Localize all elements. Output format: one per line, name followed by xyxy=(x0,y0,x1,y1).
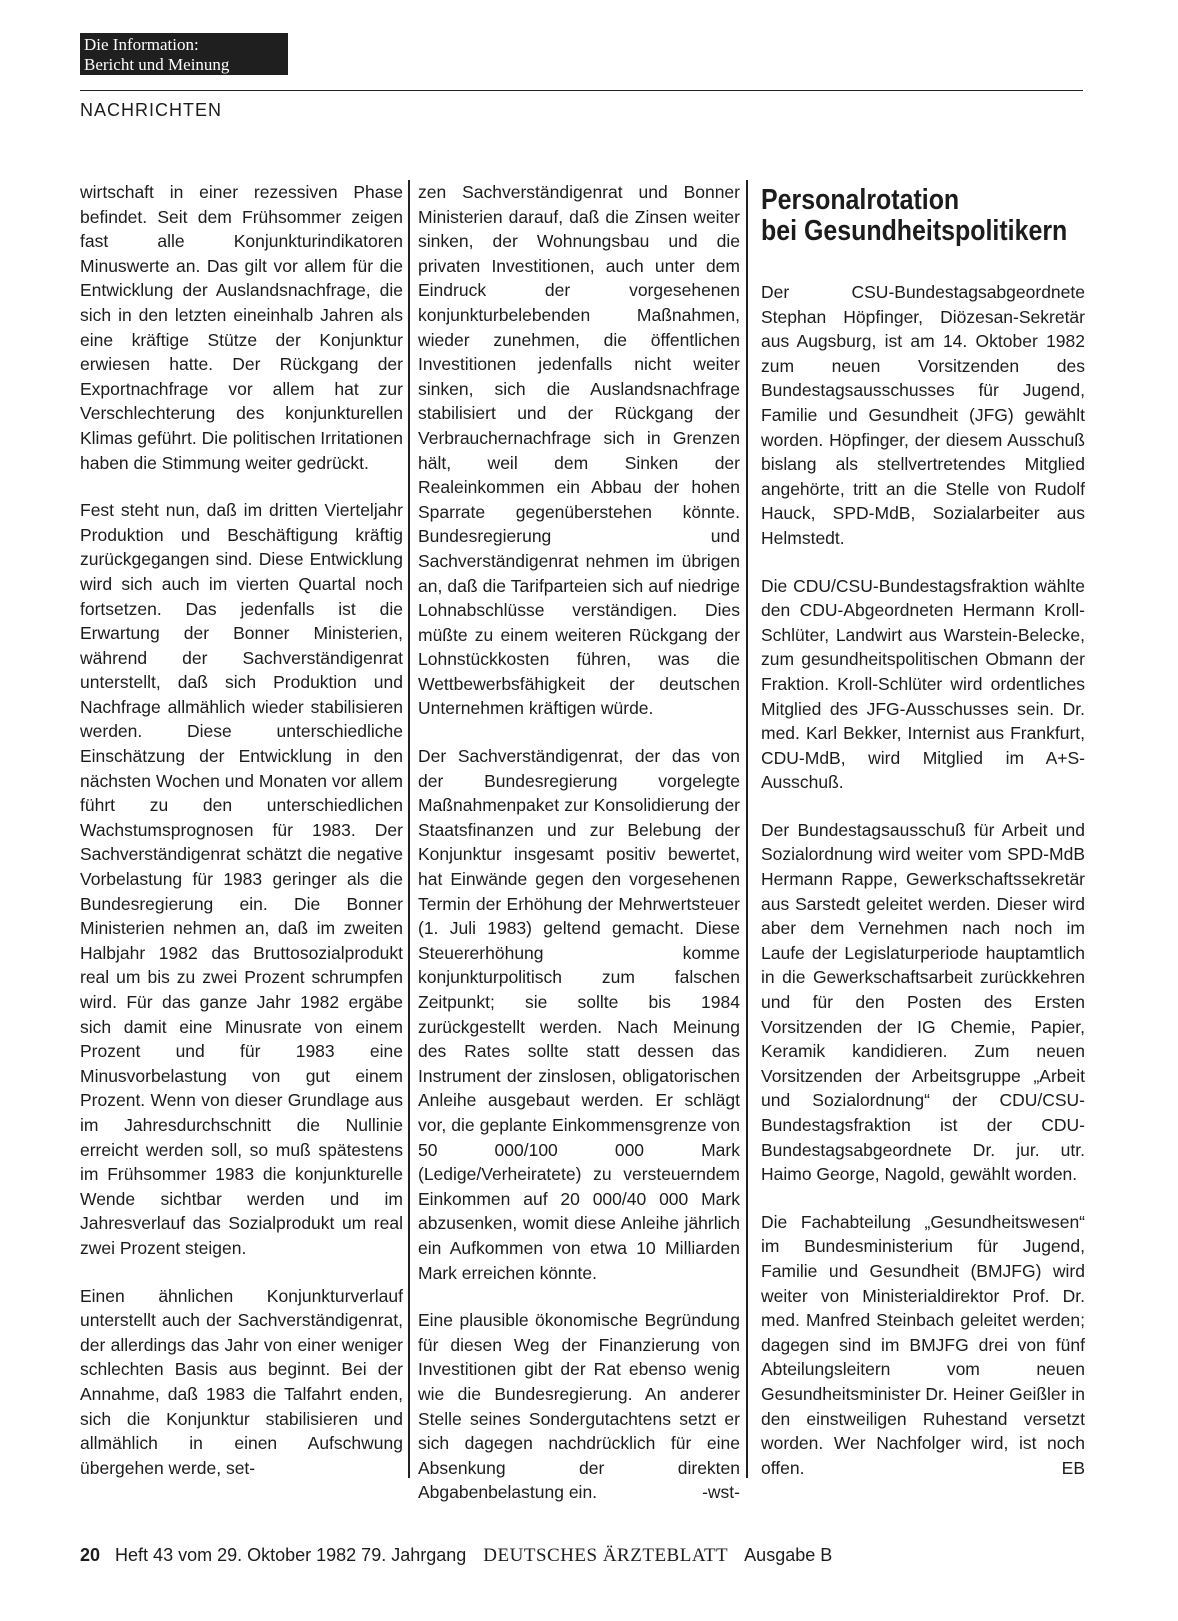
page-footer xyxy=(80,1545,832,1567)
article-column-1 xyxy=(80,180,403,1503)
edition-label: Ausgabe B xyxy=(744,1545,833,1565)
page-number: 20 xyxy=(80,1545,101,1565)
paragraph: Einen ähnlichen Konjunkturverlauf unterstellt auch der Sachverständigenrat, der allerdings das Jahr von einer weniger schlechten Basis aus beginnt. Bei der Annahme, daß 1983 die Talfahrt enden, sich die Konjunktur stabilisieren und allmählich in einen Aufschwung übergehen werde, set- xyxy=(80,1285,403,1478)
kicker-line-1: Die Information: xyxy=(84,35,199,54)
header-rule xyxy=(80,90,1083,91)
paragraph-text: Die Fachabteilung „Gesundheitswesen“ im Bundesministerium für Jugend, Familie und Gesundheit (BMJFG) wird weiter von Ministerialdirektor Prof. Dr. med. Manfred Steinbach geleitet werden; dagegen sind im BMJFG drei von fünf Abteilungsleitern vom neuen Gesundheitsminister Dr. Heiner Geißler in den einstweiligen Ruhestand versetzt worden. Wer Nachfolger wird, ist noch offen. xyxy=(761,1211,1085,1478)
headline-line-1: Personalrotation xyxy=(761,184,960,216)
kicker-box xyxy=(80,33,288,75)
paragraph: Der CSU-Bundestagsabgeordnete Stephan Höpfinger, Diözesan-Sekretär aus Augsburg, ist am 14. Oktober 1982 zum neuen Vorsitzenden des Bundestagsausschusses für Jugend, Familie und Gesundheit (JFG) gewählt worden. Höpfinger, der diesem Ausschuß bislang als stellvertretendes Mitglied angehörte, tritt an die Stelle von Rudolf Hauck, SPD-MdB, Sozialarbeiter aus Helmstedt. xyxy=(761,282,1085,548)
author-signature: -wst- xyxy=(702,1482,740,1503)
paragraph xyxy=(761,1210,1085,1481)
kicker-line-2: Bericht und Meinung xyxy=(84,55,230,74)
paragraph: wirtschaft in einer rezessiven Phase befindet. Seit dem Frühsommer zeigen fast alle Konjunkturindikatoren Minuswerte an. Das gilt vor allem für die Entwicklung der Auslandsnachfrage, die sich in den letzten eineinhalb Jahren als eine kräftige Stütze der Konjunktur erwiesen hatte. Der Rückgang der Exportnachfrage vor allem hat zur Verschlechterung des konjunkturellen Klimas geführt. Die politischen Irritationen haben die Stimmung weiter gedrückt. xyxy=(80,182,403,473)
column-divider-2 xyxy=(746,180,748,1478)
paragraph: Die CDU/CSU-Bundestagsfraktion wählte den CDU-Abgeordneten Hermann Kroll-Schlüter, Landwirt aus Warstein-Belecke, zum gesundheitspolitischen Obmann der Fraktion. Kroll-Schlüter wird ordentliches Mitglied des JFG-Ausschusses sein. Dr. med. Karl Bekker, Internist aus Frankfurt, CDU-MdB, wird Mitglied im A+S-Ausschuß. xyxy=(761,575,1085,793)
paragraph: Der Bundestagsausschuß für Arbeit und Sozialordnung wird weiter vom SPD-MdB Hermann Rappe, Gewerkschaftssekretär aus Sarstedt geleitet werden. Dieser wird aber dem Vernehmen nach noch im Laufe der Legislaturperiode hauptamtlich in die Gewerkschaftsarbeit zurückkehren und für den Posten des Ersten Vorsitzenden der IG Chemie, Papier, Keramik kandidieren. Zum neuen Vorsitzenden der Arbeitsgruppe „Arbeit und Sozialordnung“ der CDU/CSU-Bundestagsfraktion ist der CDU-Bundestagsabgeordnete Dr. jur. utr. Haimo George, Nagold, gewählt worden. xyxy=(761,819,1085,1185)
article-headline xyxy=(761,184,1068,247)
issue-info: Heft 43 vom 29. Oktober 1982 79. Jahrgang xyxy=(115,1545,467,1565)
paragraph-text: Eine plausible ökonomische Begründung für diesen Weg der Finanzierung von Investitionen gibt der Rat ebenso wenig wie die Bundesregierung. An anderer Stelle seines Sondergutachtens setzt er sich dagegen nachdrücklich für eine Absenkung der direkten Abgabenbelastung ein. xyxy=(418,1310,740,1503)
author-signature: EB xyxy=(1061,1457,1085,1478)
section-label: NACHRICHTEN xyxy=(80,100,223,120)
paragraph: Der Sachverständigenrat, der das von der Bundesregierung vorgelegte Maßnahmenpaket zur Konsolidierung der Staatsfinanzen und zur Belebung der Konjunktur insgesamt positiv bewertet, hat Einwände gegen den vorgesehenen Termin der Erhöhung der Mehrwertsteuer (1. Juli 1983) geltend gemacht. Diese Steuererhöhung komme konjunkturpolitisch zum falschen Zeitpunkt; sie sollte bis 1984 zurückgestellt werden. Nach Meinung des Rates sollte statt dessen das Instrument der zinslosen, obligatorischen Anleihe ausgebaut werden. Er schlägt vor, die geplante Einkommensgrenze von 50 000/100 000 Mark (Ledige/Verheiratete) zu versteuerndem Einkommen auf 20 000/40 000 Mark abzusenken, womit diese Anleihe jährlich ein Aufkommen von etwa 10 Milliarden Mark erreichen könnte. xyxy=(418,746,740,1283)
journal-name: DEUTSCHES ÄRZTEBLATT xyxy=(483,1545,729,1566)
paragraph xyxy=(418,1308,740,1505)
column-divider-1 xyxy=(408,180,410,1478)
headline-line-2: bei Gesundheitspolitikern xyxy=(761,215,1068,247)
article-column-3 xyxy=(761,180,1085,1503)
paragraph: zen Sachverständigenrat und Bonner Ministerien darauf, daß die Zinsen weiter sinken, der Wohnungsbau und die privaten Investitionen, auch unter dem Eindruck der vorgesehenen konjunkturbelebenden Maßnahmen, wieder zunehmen, die öffentlichen Investitionen jedenfalls nicht weiter sinken, sich die Auslandsnachfrage stabilisiert und der Rückgang der Verbrauchernachfrage sich in Grenzen hält, weil dem Sinken der Realeinkommen ein Abbau der hohen Sparrate gegenüberstehen könnte. Bundesregierung und Sachverständigenrat nehmen im übrigen an, daß die Tarifparteien sich auf niedrige Lohnabschlüsse verständigen. Dies müßte zu einem weiteren Rückgang der Lohnstückkosten führen, was die Wettbewerbsfähigkeit der deutschen Unternehmen kräftigen würde. xyxy=(418,182,740,719)
paragraph: Fest steht nun, daß im dritten Vierteljahr Produktion und Beschäftigung kräftig zurückgegangen sind. Diese Entwicklung wird sich auch im vierten Quartal noch fortsetzen. Das jedenfalls ist die Erwartung der Bonner Ministerien, während der Sachverständigenrat unterstellt, daß sich Produktion und Nachfrage allmählich wieder stabilisieren werden. Diese unterschiedliche Einschätzung der Entwicklung in den nächsten Wochen und Monaten vor allem führt zu den unterschiedlichen Wachstumsprognosen für 1983. Der Sachverständigenrat schätzt die negative Vorbelastung für 1983 geringer als die Bundesregierung ein. Die Bonner Ministerien nehmen an, daß im zweiten Halbjahr 1982 das Bruttosozialprodukt real um bis zu zwei Prozent schrumpfen wird. Für das ganze Jahr 1982 ergäbe sich damit eine Minusrate von einem Prozent und für 1983 eine Minusvorbelastung von gut einem Prozent. Wenn von dieser Grundlage aus im Jahresdurchschnitt die Nullinie erreicht werden soll, so muß spätestens im Frühsommer 1983 die konjunkturelle Wende sichtbar werden und im Jahresverlauf das Sozialprodukt um real zwei Prozent steigen. xyxy=(80,500,403,1258)
article-column-2 xyxy=(418,180,740,1528)
